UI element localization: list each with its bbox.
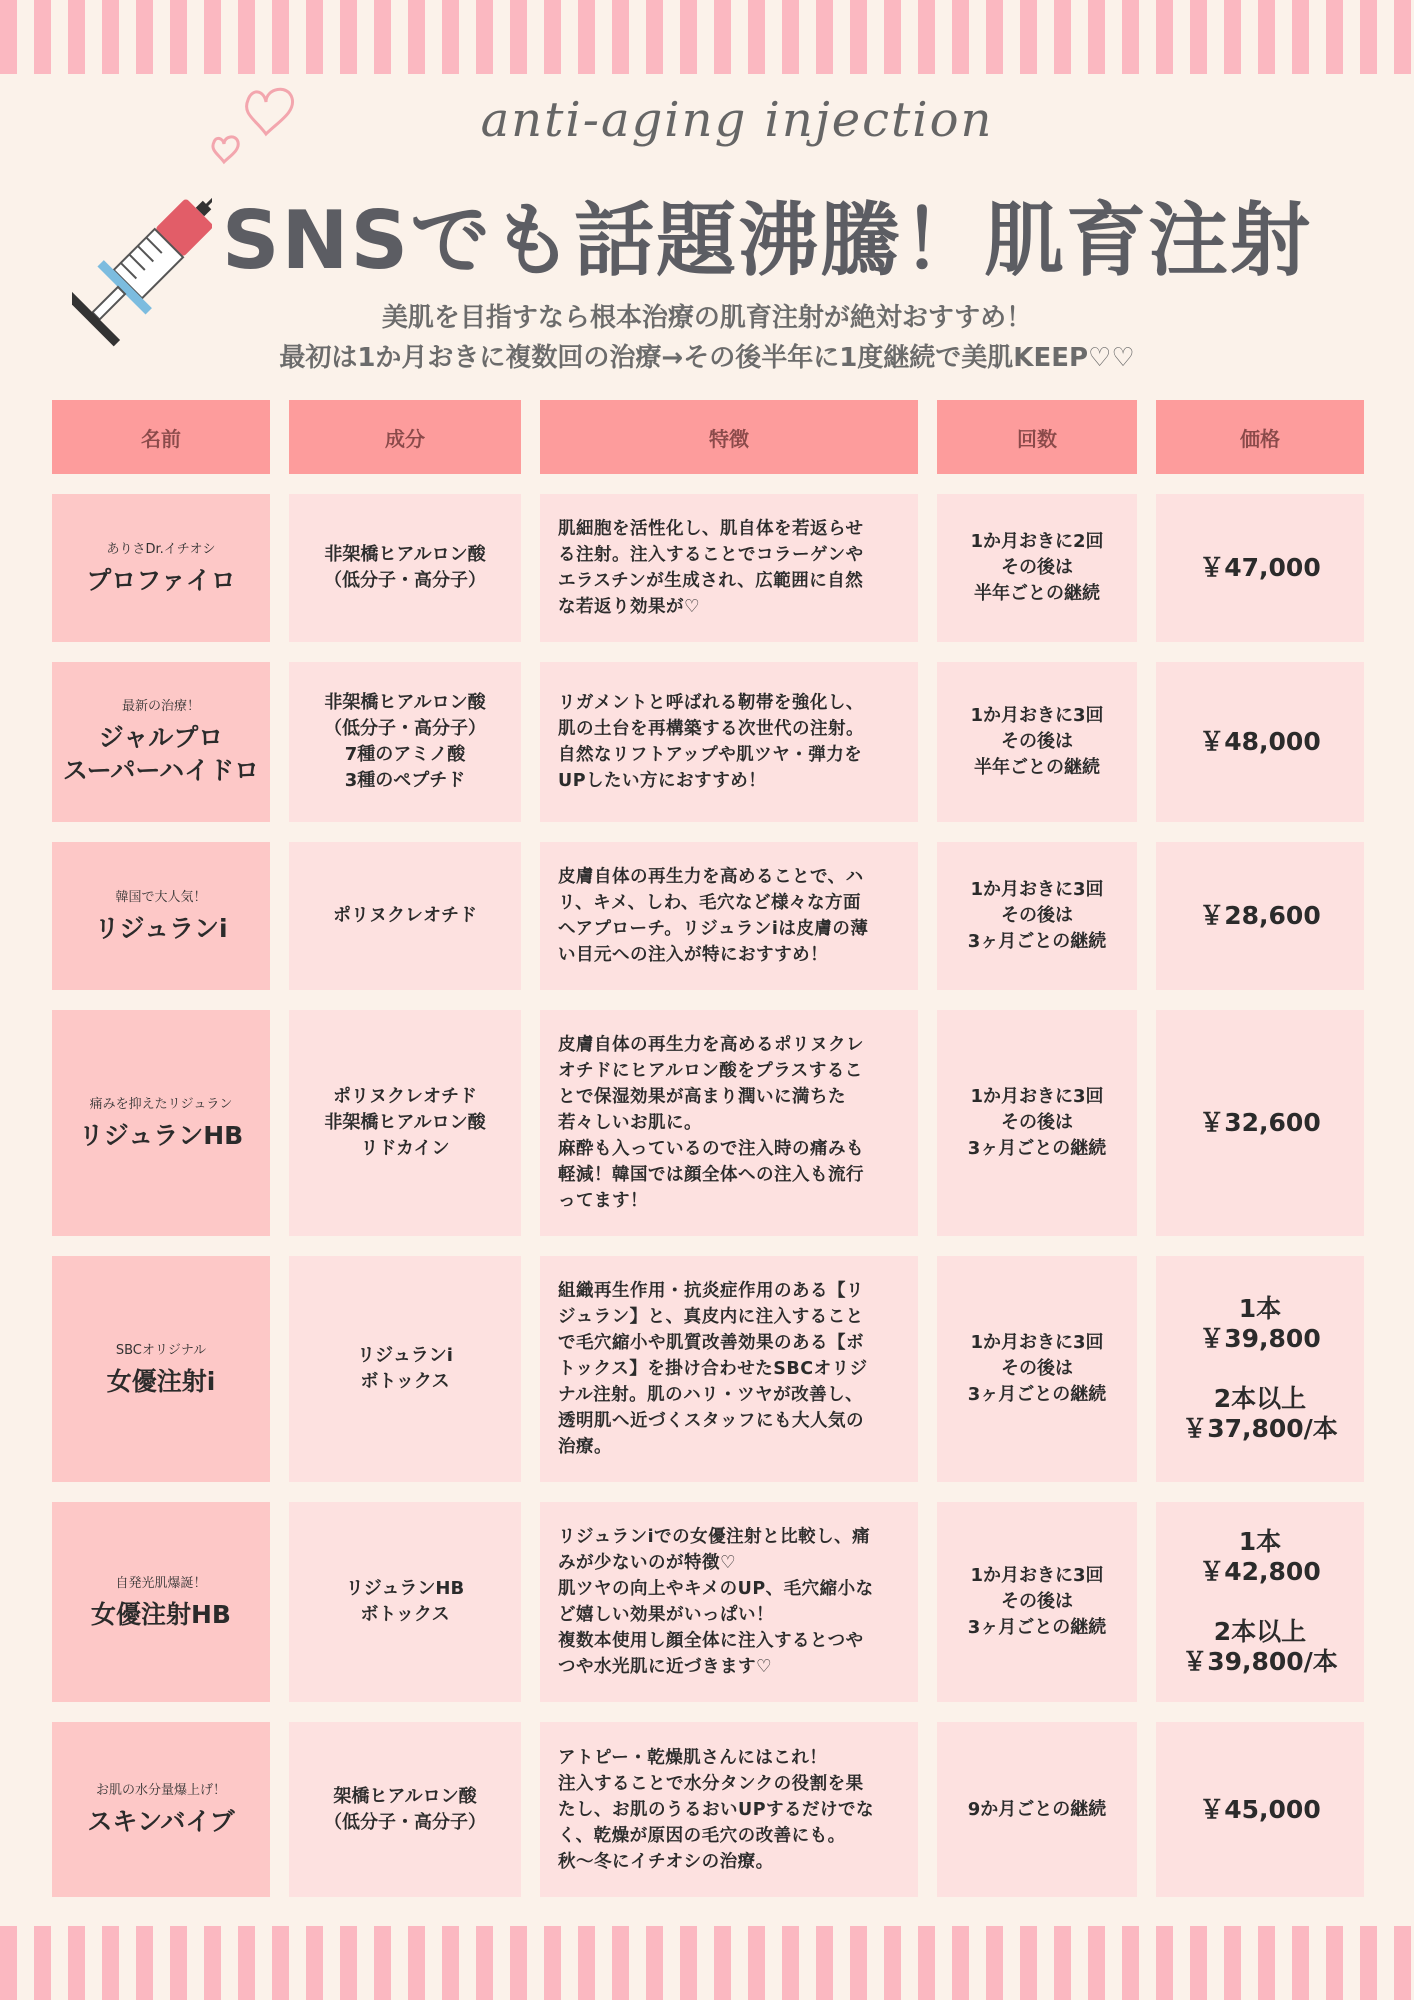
frequency-cell: 1か月おきに3回 その後は 半年ごとの継続: [937, 662, 1137, 822]
subtitle: [0, 298, 1414, 378]
treatment-tag: お肌の水分量爆上げ！: [95, 1783, 226, 1798]
feature-cell: 組織再生作用・抗炎症作用のある【リ ジュラン】と、真皮内に注入すること で毛穴縮小や肌質改善効果のある【ボ トックス】を掛け合わせたSBCオリジ ナル注射。肌のハリ・ツヤが改善し、 透明肌へ近づくスタッフにも大人気の 治療。: [540, 1256, 918, 1482]
ingredients-cell: 非架橋ヒアルロン酸 （低分子・高分子）: [289, 494, 521, 642]
feature-cell: 皮膚自体の再生力を高めることで、ハ リ、キメ、しわ、毛穴など様々な方面 へアプローチ。リジュランiは皮膚の薄 い目元への注入が特におすすめ！: [540, 842, 918, 990]
name-cell: [52, 662, 270, 822]
price-cell: 1本 ￥42,800 2本以上 ￥39,800/本: [1156, 1502, 1364, 1702]
treatment-tag: 最新の治療！: [121, 699, 200, 714]
ingredients-cell: ポリヌクレオチド: [289, 842, 521, 990]
ingredients-cell: リジュランi ボトックス: [289, 1256, 521, 1482]
ingredients-cell: 架橋ヒアルロン酸 （低分子・高分子）: [289, 1722, 521, 1897]
feature-cell: リジュランiでの女優注射と比較し、痛 みが少ないのが特徴♡ 肌ツヤの向上やキメのUP、毛穴縮小な ど嬉しい効果がいっぱい！ 複数本使用し顔全体に注入するとつや つや水光肌に近づきます♡: [540, 1502, 918, 1702]
ingredients-cell: 非架橋ヒアルロン酸 （低分子・高分子） 7種のアミノ酸 3種のペプチド: [289, 662, 521, 822]
page-header: [0, 74, 1414, 394]
header-name: 名前: [52, 400, 270, 474]
ingredients-cell: ポリヌクレオチド 非架橋ヒアルロン酸 リドカイン: [289, 1010, 521, 1236]
price-cell: ￥48,000: [1156, 662, 1364, 822]
page-title: SNSでも話題沸騰！肌育注射: [221, 194, 1313, 287]
header-ingredients: 成分: [289, 400, 521, 474]
name-cell: [52, 842, 270, 990]
treatment-tag: 韓国で大人気！: [115, 889, 207, 905]
price-cell: ￥32,600: [1156, 1010, 1364, 1236]
treatment-tag: ありさDr.イチオシ: [106, 541, 216, 557]
treatment-name: 女優注射i: [106, 1366, 216, 1396]
top-stripe-border: [0, 0, 1414, 74]
name-cell: [52, 494, 270, 642]
name-cell: [52, 1722, 270, 1897]
script-title: anti-aging injection: [480, 92, 994, 148]
treatment-tag: 痛みを抑えたリジュラン: [89, 1096, 233, 1112]
name-cell: [52, 1256, 270, 1482]
price-cell: ￥28,600: [1156, 842, 1364, 990]
feature-cell: リガメントと呼ばれる靭帯を強化し、 肌の土台を再構築する次世代の注射。 自然なリフトアップや肌ツヤ・弾力を UPしたい方におすすめ！: [540, 662, 918, 822]
treatment-name: 女優注射HB: [91, 1599, 231, 1629]
header-features: 特徴: [540, 400, 918, 474]
header-price: 価格: [1156, 400, 1364, 474]
price-cell: 1本 ￥39,800 2本以上 ￥37,800/本: [1156, 1256, 1364, 1482]
treatment-name: リジュランHB: [78, 1120, 244, 1150]
treatment-name: プロファイロ: [86, 565, 236, 595]
feature-cell: アトピー・乾燥肌さんにはこれ！ 注入することで水分タンクの役割を果 たし、お肌のうるおいUPするだけでな く、乾燥が原因の毛穴の改善にも。 秋〜冬にイチオシの治療。: [540, 1722, 918, 1897]
treatment-name: スキンバイブ: [87, 1807, 235, 1836]
subtitle-line-1: 美肌を目指すなら根本治療の肌育注射が絶対おすすめ！: [381, 303, 1033, 333]
header-frequency: 回数: [937, 400, 1137, 474]
bottom-stripe-border: [0, 1926, 1414, 2000]
treatment-name: リジュランi: [94, 913, 228, 943]
treatment-tag: SBCオリジナル: [115, 1342, 207, 1358]
frequency-cell: 1か月おきに2回 その後は 半年ごとの継続: [937, 494, 1137, 642]
frequency-cell: 9か月ごとの継続: [937, 1722, 1137, 1897]
name-cell: [52, 1010, 270, 1236]
price-cell: ￥47,000: [1156, 494, 1364, 642]
feature-cell: 皮膚自体の再生力を高めるポリヌクレ オチドにヒアルロン酸をプラスするこ とで保湿効果が高まり潤いに満ちた 若々しいお肌に。 麻酔も入っているので注入時の痛みも 軽減！韓国では顔全体への注入も流行 ってます！: [540, 1010, 918, 1236]
treatment-tag: 自発光肌爆誕！: [115, 1575, 207, 1591]
treatment-name: ジャルプロ スーパーハイドロ: [62, 723, 260, 785]
treatment-table: [52, 400, 1364, 1897]
frequency-cell: 1か月おきに3回 その後は 3ヶ月ごとの継続: [937, 1010, 1137, 1236]
frequency-cell: 1か月おきに3回 その後は 3ヶ月ごとの継続: [937, 842, 1137, 990]
name-cell: [52, 1502, 270, 1702]
frequency-cell: 1か月おきに3回 その後は 3ヶ月ごとの継続: [937, 1502, 1137, 1702]
subtitle-line-2: 最初は1か月おきに複数回の治療→その後半年に1度継続で美肌KEEP♡♡: [279, 343, 1135, 373]
price-cell: ￥45,000: [1156, 1722, 1364, 1897]
frequency-cell: 1か月おきに3回 その後は 3ヶ月ごとの継続: [937, 1256, 1137, 1482]
ingredients-cell: リジュランHB ボトックス: [289, 1502, 521, 1702]
feature-cell: 肌細胞を活性化し、肌自体を若返らせ る注射。注入することでコラーゲンや エラスチンが生成され、広範囲に自然 な若返り効果が♡: [540, 494, 918, 642]
